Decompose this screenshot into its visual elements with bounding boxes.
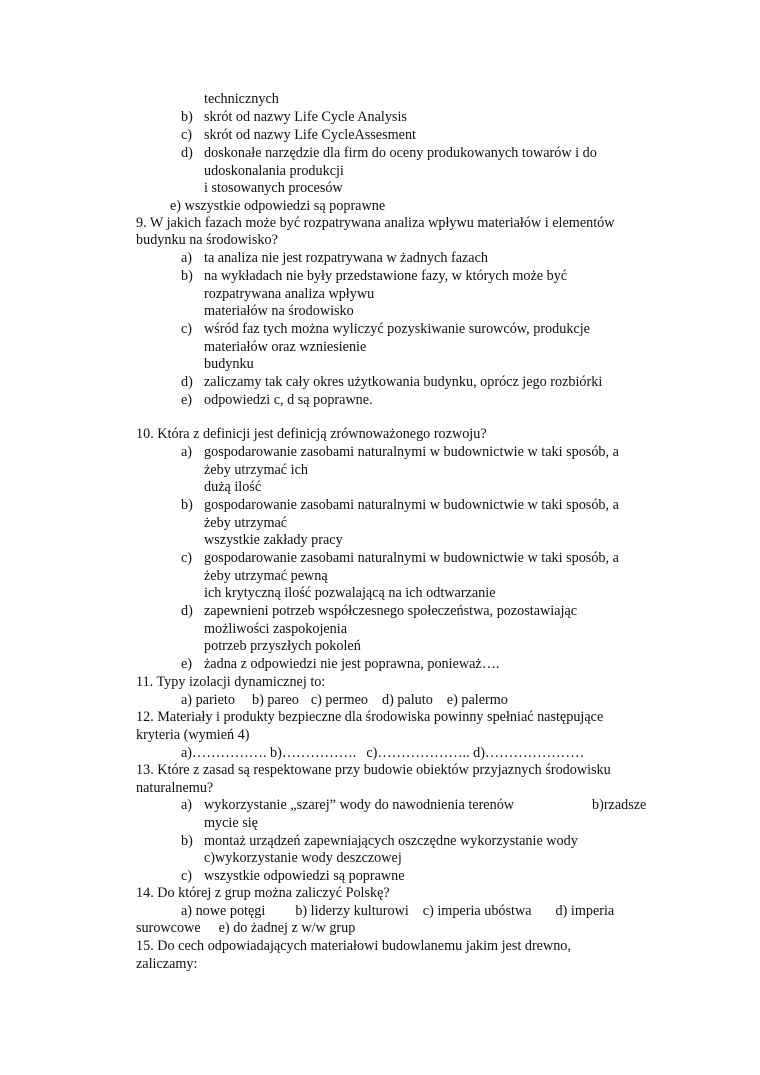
- q14-a: a) nowe potęgi: [181, 903, 266, 919]
- q8-d-text3: i stosowanych procesów: [204, 180, 343, 196]
- q8-d-letter: d): [181, 145, 193, 161]
- q10-d-text3: potrzeb przyszłych pokoleń: [204, 638, 361, 654]
- q13-b-cont: c)wykorzystanie wody deszczowej: [204, 850, 402, 866]
- q8-c-letter: c): [181, 127, 193, 143]
- q13-a-letter: a): [181, 797, 193, 813]
- q10-e-letter: e): [181, 656, 193, 672]
- q9-title2: budynku na środowisko?: [136, 232, 278, 248]
- q10-c-text2: żeby utrzymać pewną: [204, 568, 328, 584]
- q9-d-letter: d): [181, 374, 193, 390]
- q14-e: e) do żadnej z w/w grup: [218, 920, 356, 936]
- q12-title2: kryteria (wymień 4): [136, 727, 250, 743]
- q13-c-letter: c): [181, 868, 193, 884]
- q13-a-right: b)rzadsze: [592, 797, 647, 813]
- q13-title1: 13. Które z zasad są respektowane przy budowie obiektów przyjaznych środowisku: [136, 762, 611, 778]
- q10-d-text2: możliwości zaspokojenia: [204, 621, 348, 637]
- q9-e-letter: e): [181, 392, 193, 408]
- q13-b-text: montaż urządzeń zapewniających oszczędne wykorzystanie wody: [204, 833, 578, 849]
- q10-a-text3: dużą ilość: [204, 479, 262, 495]
- q14-answers: [181, 903, 614, 920]
- q15-title1: 15. Do cech odpowiadających materiałowi budowlanemu jakim jest drewno,: [136, 938, 571, 954]
- q12-answers: [181, 745, 584, 762]
- q10-b-letter: b): [181, 497, 193, 513]
- q10-d-letter: d): [181, 603, 193, 619]
- q10-b-text1: gospodarowanie zasobami naturalnymi w budownictwie w taki sposób, a: [204, 497, 619, 513]
- q10-a-text1: gospodarowanie zasobami naturalnymi w budownictwie w taki sposób, a: [204, 444, 619, 460]
- q9-c-letter: c): [181, 321, 193, 337]
- q10-e-text: żadna z odpowiedzi nie jest poprawna, ponieważ….: [204, 656, 500, 672]
- q9-a-text: ta analiza nie jest rozpatrywana w żadnych fazach: [204, 250, 488, 266]
- q9-e-text: odpowiedzi c, d są poprawne.: [204, 392, 373, 408]
- q9-c-text1: wśród faz tych można wyliczyć pozyskiwanie surowców, produkcje: [204, 321, 590, 337]
- q10-a-text2: żeby utrzymać ich: [204, 462, 308, 478]
- q11-b: b) pareo: [251, 692, 299, 708]
- q10-b-text2: żeby utrzymać: [204, 515, 288, 531]
- q8-e-text: e) wszystkie odpowiedzi są poprawne: [170, 198, 386, 214]
- q8-b-text: skrót od nazwy Life Cycle Analysis: [204, 109, 407, 125]
- q8-b-letter: b): [181, 109, 193, 125]
- q14-title: 14. Do której z grup można zaliczyć Polskę?: [136, 885, 390, 901]
- q8-d-text1: doskonałe narzędzie dla firm do oceny produkowanych towarów i do: [204, 145, 597, 161]
- q8-d-text2: udoskonalania produkcji: [204, 163, 344, 179]
- q10-a-letter: a): [181, 444, 193, 460]
- q9-title1: 9. W jakich fazach może być rozpatrywana analiza wpływu materiałów i elementów: [136, 215, 615, 231]
- q8-cont: technicznych: [204, 91, 279, 107]
- q11-e: e) palermo: [446, 692, 508, 708]
- q9-c-text2: materiałów oraz wzniesienie: [204, 339, 367, 355]
- q13-title2: naturalnemu?: [136, 780, 214, 796]
- q14-cont: [136, 920, 355, 937]
- q14-d: d) imperia: [555, 903, 615, 919]
- q12-ab-blanks: a)……………. b)…………….: [181, 745, 357, 761]
- q10-d-text1: zapewnieni potrzeb współczesnego społeczeństwa, pozostawiając: [204, 603, 578, 619]
- q14-c: c) imperia ubóstwa: [422, 903, 532, 919]
- q11-d: d) paluto: [381, 692, 433, 708]
- q13-c-text: wszystkie odpowiedzi są poprawne: [204, 868, 405, 884]
- q9-c-text3: budynku: [204, 356, 254, 372]
- q10-c-text1: gospodarowanie zasobami naturalnymi w budownictwie w taki sposób, a: [204, 550, 619, 566]
- q8-c-text: skrót od nazwy Life CycleAssesment: [204, 127, 416, 143]
- q9-b-letter: b): [181, 268, 193, 284]
- q9-b-text2: rozpatrywana analiza wpływu: [204, 286, 375, 302]
- q15-title2: zaliczamy:: [136, 956, 198, 972]
- q12-title1: 12. Materiały i produkty bezpieczne dla środowiska powinny spełniać następujące: [136, 709, 604, 725]
- q9-a-letter: a): [181, 250, 193, 266]
- q9-b-text3: materiałów na środowisko: [204, 303, 354, 319]
- q11-c: c) permeo: [310, 692, 368, 708]
- q10-b-text3: wszystkie zakłady pracy: [204, 532, 343, 548]
- q13-a-text: wykorzystanie „szarej” wody do nawodnienia terenów: [204, 797, 515, 813]
- q9-b-text1: na wykładach nie były przedstawione fazy, w których może być: [204, 268, 568, 284]
- q13-b-letter: b): [181, 833, 193, 849]
- q9-d-text: zaliczamy tak cały okres użytkowania budynku, oprócz jego rozbiórki: [204, 374, 603, 390]
- q10-title: 10. Która z definicji jest definicją zrównoważonego rozwoju?: [136, 426, 487, 442]
- q11-title: 11. Typy izolacji dynamicznej to:: [136, 674, 326, 690]
- q12-cd-blanks: c)……………….. d)…………………: [366, 745, 585, 761]
- q11-a: a) parieto: [181, 692, 235, 708]
- q13-a-cont: mycie się: [204, 815, 258, 831]
- q14-d-cont: surowcowe: [136, 920, 201, 936]
- q10-c-letter: c): [181, 550, 193, 566]
- q14-b: b) liderzy kulturowi: [295, 903, 409, 919]
- q11-answers: [181, 692, 508, 709]
- q10-c-text3: ich krytyczną ilość pozwalającą na ich odtwarzanie: [204, 585, 496, 601]
